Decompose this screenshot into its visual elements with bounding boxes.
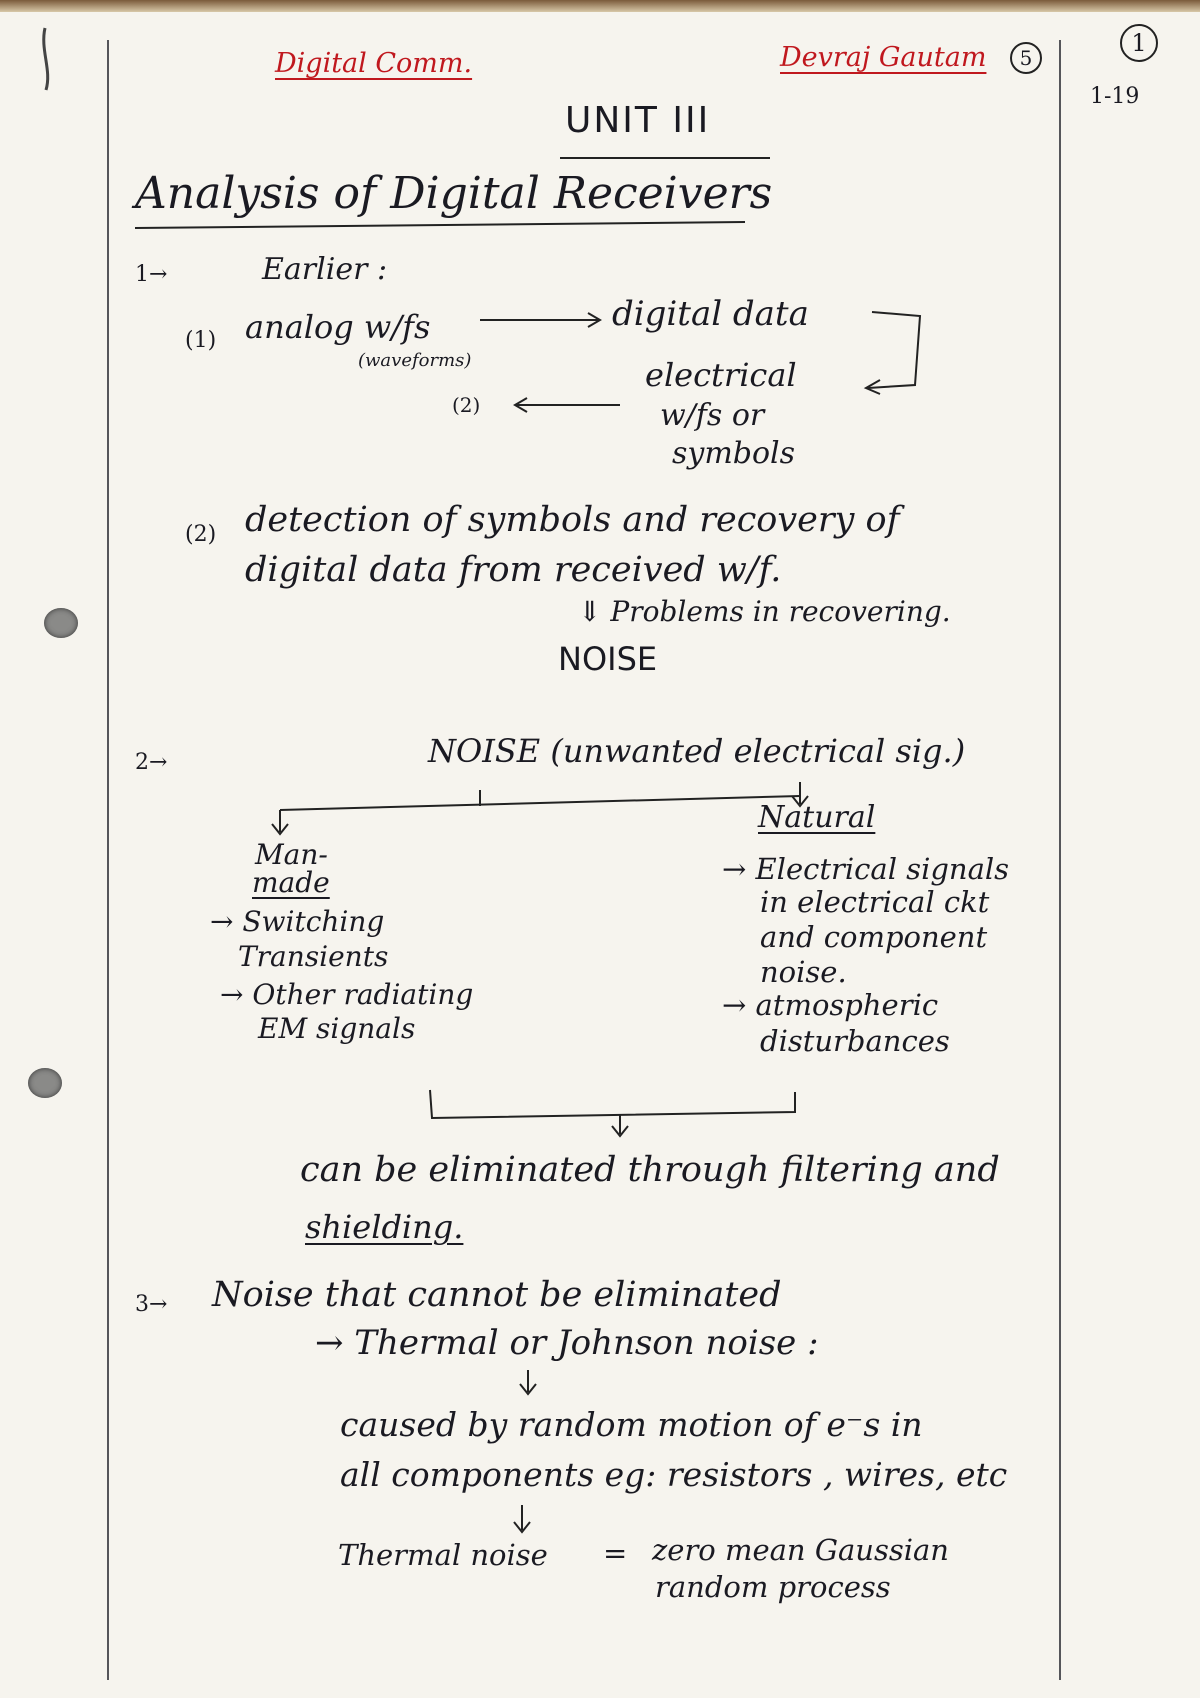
item-number: (1) — [185, 328, 217, 353]
cause-line: all components eg: resistors , wires, etc — [340, 1455, 1008, 1494]
section-marker: 2→ — [135, 750, 168, 775]
recovery-line: digital data from received w/f. — [245, 550, 782, 590]
item-number: (2) — [185, 522, 217, 547]
author-name: Devraj Gautam — [780, 42, 987, 73]
manmade-title: made — [252, 866, 330, 899]
symbols-label: symbols — [672, 436, 796, 471]
earlier-label: Earlier : — [262, 252, 388, 287]
natural-item: disturbances — [760, 1024, 950, 1058]
problem-note: ⇓ Problems in recovering. — [578, 595, 951, 628]
manmade-item: EM signals — [258, 1012, 416, 1045]
noise-definition: NOISE (unwanted electrical sig.) — [428, 732, 966, 770]
electrical-label: electrical — [645, 356, 797, 394]
natural-item: → atmospheric — [722, 988, 939, 1022]
manmade-title: Man- — [255, 838, 328, 871]
waveforms-note: (waveforms) — [358, 350, 472, 371]
non-eliminable-heading: Noise that cannot be eliminated — [212, 1275, 782, 1315]
date-ref: 1-19 — [1090, 84, 1140, 109]
binder-hole — [28, 1068, 62, 1098]
subject-label: Digital Comm. — [275, 48, 473, 79]
page-number: 1 — [1120, 24, 1158, 62]
manmade-item: Transients — [238, 940, 389, 973]
detection-line: detection of symbols and recovery of — [245, 500, 900, 540]
elimination-note: can be eliminated through filtering and — [300, 1150, 1000, 1190]
thermal-noise-label: Thermal noise — [338, 1538, 548, 1572]
digital-data: digital data — [612, 294, 809, 334]
unit-title: UNIT III — [565, 100, 711, 141]
natural-item: → Electrical signals — [722, 852, 1010, 886]
equals-sign: = — [603, 1536, 628, 1570]
item-number: (2) — [452, 393, 481, 417]
manmade-item: → Other radiating — [220, 978, 474, 1011]
analog-waveforms: analog w/fs — [245, 308, 431, 346]
noise-word: NOISE — [558, 640, 658, 678]
page-heading: Analysis of Digital Receivers — [135, 168, 773, 219]
section-marker: 1→ — [135, 262, 168, 287]
gaussian-process: random process — [655, 1570, 891, 1604]
section-marker: 3→ — [135, 1292, 168, 1317]
gaussian-process: zero mean Gaussian — [652, 1533, 949, 1567]
author-circle-badge: 5 — [1010, 42, 1042, 74]
natural-item: in electrical ckt — [760, 885, 990, 919]
natural-item: noise. — [760, 955, 847, 989]
thermal-noise-heading: → Thermal or Johnson noise : — [315, 1323, 819, 1363]
natural-item: and component — [760, 920, 988, 954]
binder-hole — [44, 608, 78, 638]
manmade-item: → Switching — [210, 905, 385, 938]
cause-line: caused by random motion of e⁻s in — [340, 1405, 923, 1444]
natural-title: Natural — [758, 800, 876, 835]
waveforms-or: w/fs or — [660, 398, 765, 433]
elimination-note: shielding. — [305, 1208, 464, 1246]
